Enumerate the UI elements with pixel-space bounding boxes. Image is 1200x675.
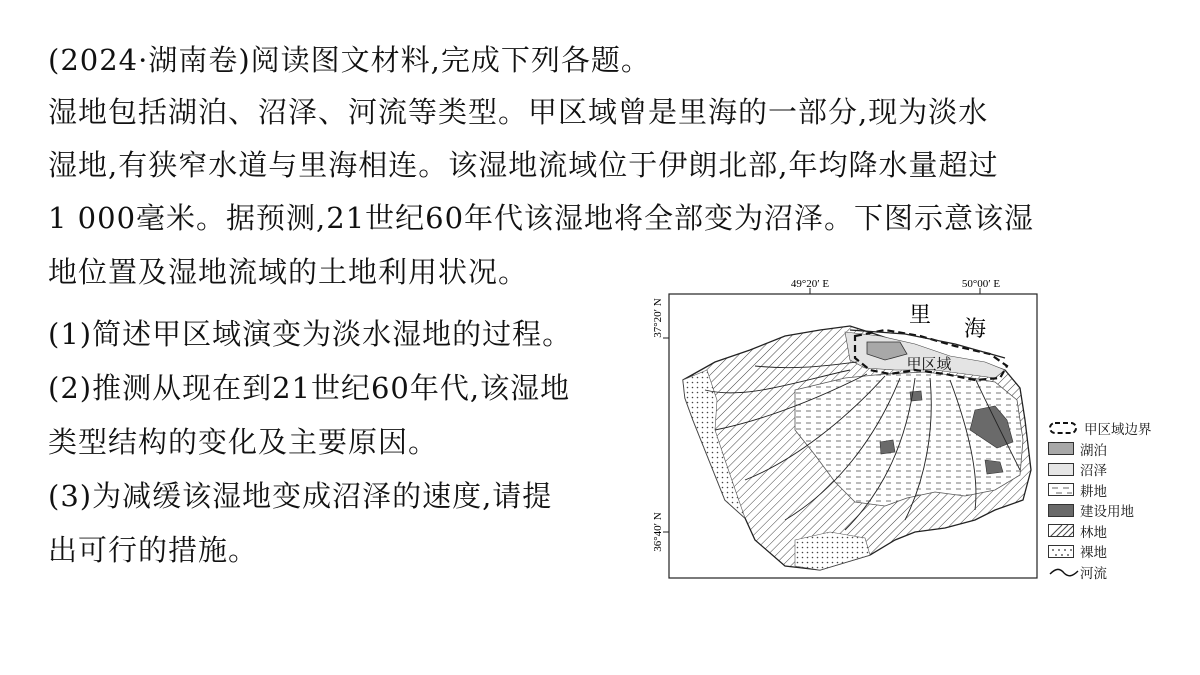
legend-item-river: 河流 <box>1048 562 1152 583</box>
legend-item-farmland: 耕地 <box>1080 483 1107 500</box>
built-up-area-2 <box>985 460 1003 474</box>
task-2-line-1: (2)推测从现在到21世纪60年代,该湿地 <box>48 371 571 405</box>
sea-label-1: 里 <box>908 302 932 327</box>
material-line-3: 1 000毫米。据预测,21世纪60年代该湿地将全部变为沼泽。下图示意该湿 <box>48 201 1035 235</box>
task-3-line-1: (3)为减缓该湿地变成沼泽的速度,请提 <box>48 479 553 513</box>
material-line-1: 湿地包括湖泊、沼泽、河流等类型。甲区域曾是里海的一部分,现为淡水 <box>48 95 989 129</box>
lat-label-1: 37°20′ N <box>652 298 664 338</box>
legend-item-lake: 湖泊 <box>1048 439 1152 460</box>
question-header: (2024·湖南卷)阅读图文材料,完成下列各题。 <box>48 43 651 77</box>
jia-region-label: 甲区域 <box>906 357 952 373</box>
lat-label-2: 36°40′ N <box>652 512 664 552</box>
map-legend <box>1048 418 1152 582</box>
legend-item-boundary: 甲区域边界 <box>1048 418 1152 439</box>
sea-label-2: 海 <box>963 316 987 341</box>
lon-label-2: 50°00′ E <box>961 278 1001 290</box>
lon-label-1: 49°20′ E <box>790 278 830 290</box>
task-1: (1)简述甲区域演变为淡水湿地的过程。 <box>48 317 573 351</box>
built-up-area-3 <box>880 440 895 454</box>
task-3-line-2: 出可行的措施。 <box>48 533 259 567</box>
task-2-line-2: 类型结构的变化及主要原因。 <box>48 425 439 459</box>
legend-item-marsh: 沼泽 <box>1048 459 1152 480</box>
material-line-2: 湿地,有狭窄水道与里海相连。该湿地流域位于伊朗北部,年均降水量超过 <box>48 148 999 182</box>
legend-item-forest: 林地 <box>1048 521 1152 542</box>
legend-item-bare-land: 裸地 <box>1048 541 1152 562</box>
legend-item-built-up: 建设用地 <box>1048 500 1152 521</box>
material-line-4: 地位置及湿地流域的土地利用状况。 <box>48 255 529 289</box>
